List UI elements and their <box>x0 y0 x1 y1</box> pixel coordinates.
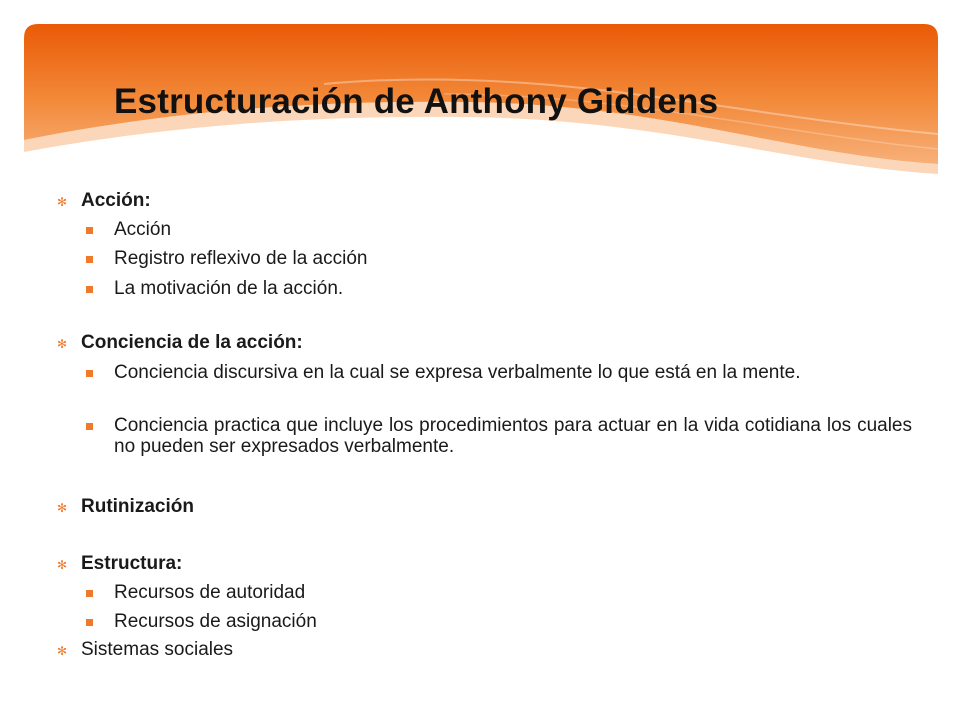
list-item: Recursos de autoridad <box>86 582 305 603</box>
section-heading-rutinizacion: ✻ Rutinización <box>52 496 194 518</box>
slide-title: Estructuración de Anthony Giddens <box>114 82 719 121</box>
section-heading-conciencia: ✻ Conciencia de la acción: <box>52 332 303 354</box>
list-item: Recursos de asignación <box>86 611 317 632</box>
section-heading-estructura: ✻ Estructura: <box>52 553 182 575</box>
section-heading-sistemas: ✻ Sistemas sociales <box>52 639 233 661</box>
square-bullet-icon <box>86 286 93 293</box>
square-bullet-icon <box>86 619 93 626</box>
list-item: La motivación de la acción. <box>86 278 343 299</box>
asterisk-bullet-icon: ✻ <box>56 337 68 351</box>
asterisk-bullet-icon: ✻ <box>56 195 68 209</box>
square-bullet-icon <box>86 227 93 234</box>
list-item: Acción <box>86 219 171 240</box>
section-heading-accion: ✻ Acción: <box>52 190 151 212</box>
square-bullet-icon <box>86 423 93 430</box>
list-item: Conciencia practica que incluye los procedimientos para actuar en la vida cotidiana los cuales no pueden ser expresados verbalmente. <box>86 415 912 457</box>
list-item: Registro reflexivo de la acción <box>86 248 367 269</box>
square-bullet-icon <box>86 590 93 597</box>
asterisk-bullet-icon: ✻ <box>56 501 68 515</box>
square-bullet-icon <box>86 256 93 263</box>
square-bullet-icon <box>86 370 93 377</box>
asterisk-bullet-icon: ✻ <box>56 644 68 658</box>
asterisk-bullet-icon: ✻ <box>56 558 68 572</box>
list-item: Conciencia discursiva en la cual se expresa verbalmente lo que está en la mente. <box>86 362 912 383</box>
